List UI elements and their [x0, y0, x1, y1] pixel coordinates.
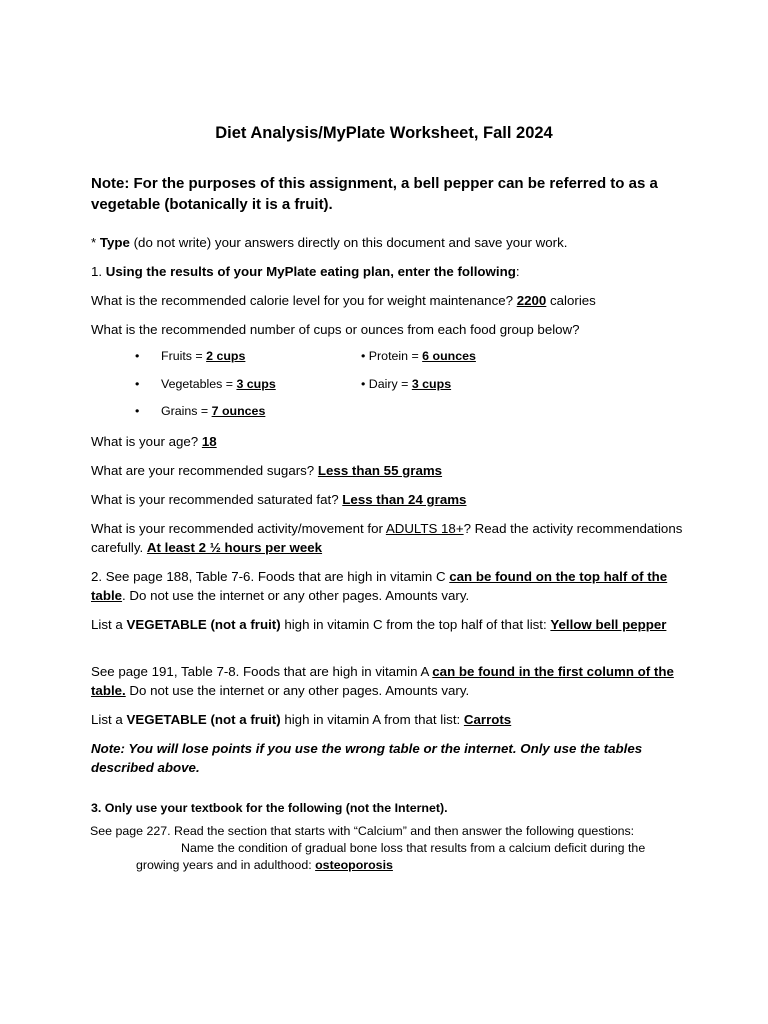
activity-answer: At least 2 ½ hours per week [146, 540, 323, 555]
vitamin-a-answer: Carrots [463, 712, 512, 727]
bullet-grains: • Grains = 7 ounces [135, 404, 266, 418]
type-word: Type [99, 235, 130, 250]
vitamin-c-question: List a VEGETABLE (not a fruit) high in vitamin C from the top half of that list: Yellow bell pepper [91, 617, 667, 632]
bullet-icon: • [135, 377, 140, 391]
bullet-vegetables: • Vegetables = 3 cups [135, 377, 276, 391]
vitamin-a-question: List a VEGETABLE (not a fruit) high in vitamin A from that list: Carrots [91, 712, 512, 727]
bullet-icon: • [135, 349, 140, 363]
bone-loss-question-cont: growing years and in adulthood: osteoporosis [136, 858, 393, 872]
page-title: Diet Analysis/MyPlate Worksheet, Fall 2024 [215, 124, 553, 142]
vitamin-c-answer: Yellow bell pepper [550, 617, 667, 632]
activity-question: What is your recommended activity/movement for ADULTS 18+? Read the activity recommendations carefully. At least 2 ½ hours per week [91, 521, 683, 555]
bullet-protein: • Protein = 6 ounces [361, 349, 476, 363]
fat-question: What is your recommended saturated fat? Less than 24 grams [91, 492, 467, 507]
warning-note: Note: You will lose points if you use the wrong table or the internet. Only use the tables described above. [91, 741, 643, 775]
q2-vitamin-c-instruction: 2. See page 188, Table 7-6. Foods that are high in vitamin C can be found on the top half of the table. Do not use the internet or any other pages. Amounts vary. [91, 569, 668, 603]
calcium-instruction: See page 227. Read the section that starts with “Calcium” and then answer the following questions: [90, 824, 635, 838]
age-answer: 18 [201, 434, 217, 449]
calorie-answer: 2200 [516, 293, 547, 308]
bullet-dairy: • Dairy = 3 cups [361, 377, 452, 391]
calorie-question: What is the recommended calorie level for you for weight maintenance? 2200 calories [91, 293, 596, 308]
q2-vitamin-a-instruction: See page 191, Table 7-8. Foods that are high in vitamin A can be found in the first column of the table. Do not use the internet or any other pages. Amounts vary. [91, 664, 674, 698]
age-question: What is your age? 18 [91, 434, 217, 449]
bell-pepper-note: Note: For the purposes of this assignment, a bell pepper can be referred to as a vegetable (botanically it is a fruit). [91, 175, 658, 213]
adults-link[interactable]: ADULTS 18+ [385, 521, 464, 536]
bone-loss-answer: osteoporosis [315, 858, 393, 872]
bullet-icon: • [135, 404, 140, 418]
sugar-answer: Less than 55 grams [317, 463, 443, 478]
bullet-fruits: • Fruits = 2 cups [135, 349, 246, 363]
q3-heading: 3. Only use your textbook for the following (not the Internet). [91, 801, 448, 815]
fat-answer: Less than 24 grams [342, 492, 467, 507]
intro-instruction: * Type (do not write) your answers directly on this document and save your work. [91, 235, 568, 250]
bullet-icon: • [361, 349, 369, 363]
sugar-question: What are your recommended sugars? Less than 55 grams [91, 463, 443, 478]
q1-heading: 1. Using the results of your MyPlate eating plan, enter the following: [91, 264, 520, 279]
cups-question: What is the recommended number of cups or ounces from each food group below? [91, 322, 580, 337]
bullet-icon: • [361, 377, 369, 391]
bone-loss-question: Name the condition of gradual bone loss that results from a calcium deficit during the [181, 841, 646, 855]
